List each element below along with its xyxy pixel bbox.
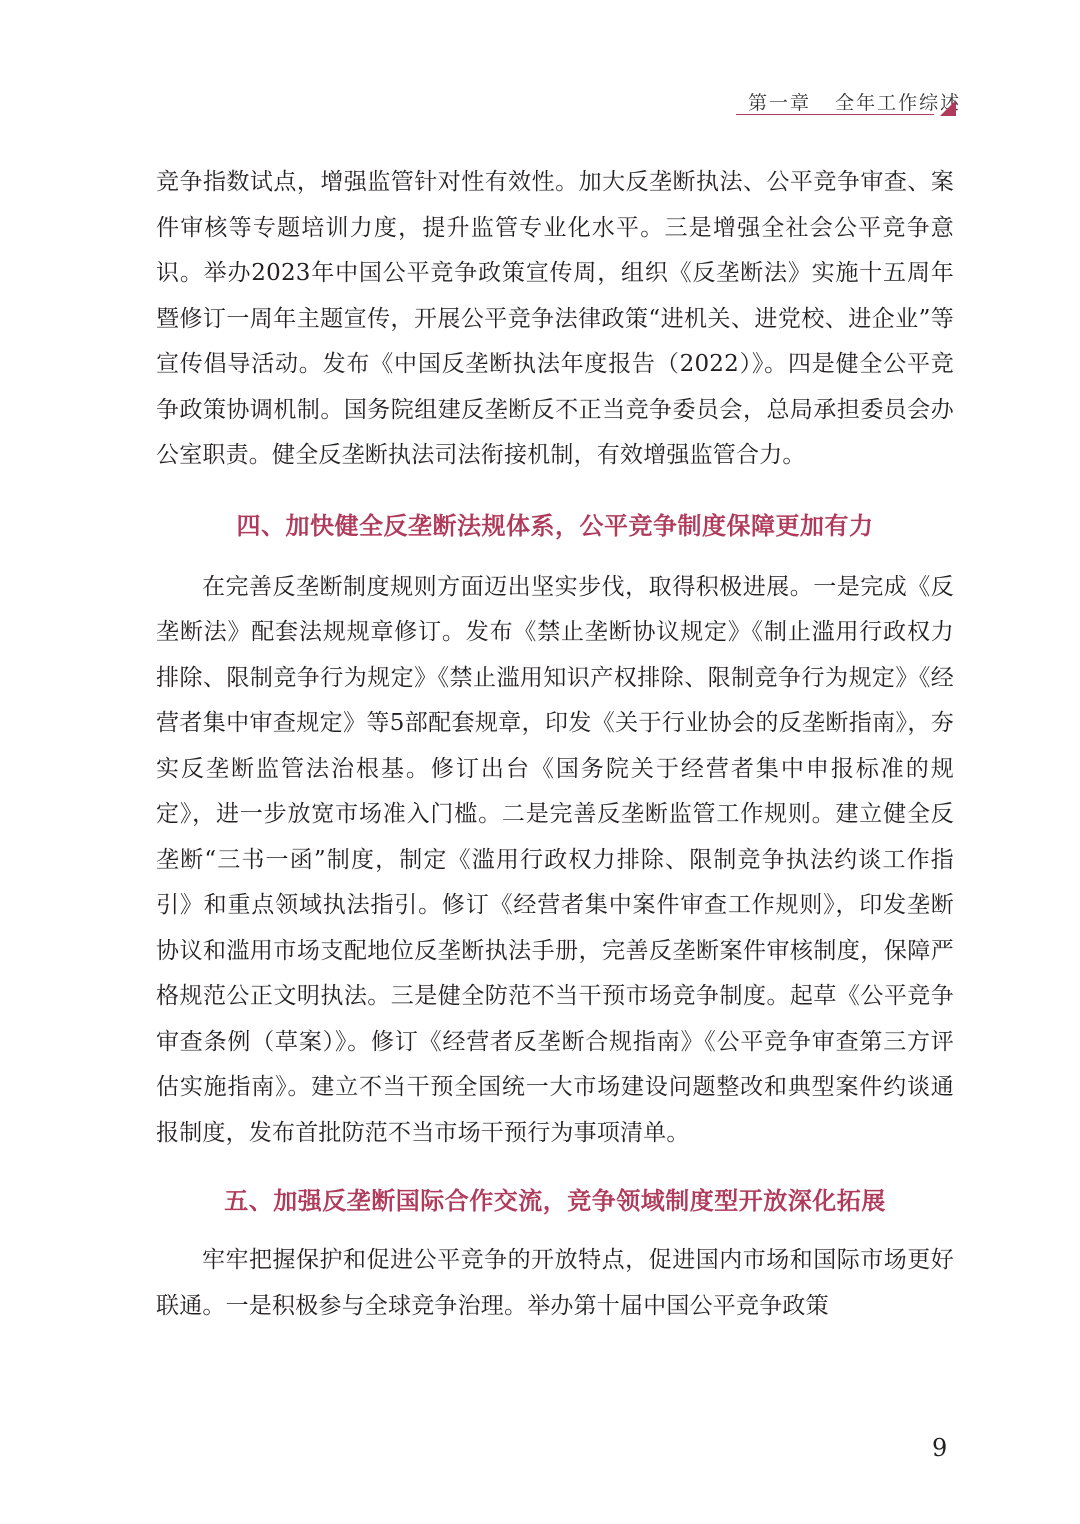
paragraph-continued: 竞争指数试点，增强监管针对性有效性。加大反垄断执法、公平竞争审查、案件审核等专题培训力度，提升监管专业化水平。三是增强全社会公平竞争意识。举办2023年中国公平竞争政策宣传周，组织《反垄断法》实施十五周年暨修订一周年主题宣传，开展公平竞争法律政策“进机关、进党校、进企业”等宣传倡导活动。发布《中国反垄断执法年度报告（2022）》。四是健全公平竞争政策协调机制。国务院组建反垄断反不正当竞争委员会，总局承担委员会办公室职责。健全反垄断执法司法衔接机制，有效增强监管合力。 [156,169,954,468]
section-heading-5: 五、加强反垄断国际合作交流，竞争领域制度型开放深化拓展 [224,1187,886,1215]
paragraph-section-5: 牢牢把握保护和促进公平竞争的开放特点，促进国内市场和国际市场更好联通。一是积极参与全球竞争治理。举办第十届中国公平竞争政策 [156,1247,954,1319]
page-body [156,160,954,1329]
page-number: 9 [932,1434,948,1462]
chapter-label: 第一章 [748,92,812,114]
running-header [736,84,962,116]
chapter-title: 全年工作综述 [835,92,962,114]
paragraph-section-4: 在完善反垄断制度规则方面迈出坚实步伐，取得积极进展。一是完成《反垄断法》配套法规规章修订。发布《禁止垄断协议规定》《制止滥用行政权力排除、限制竞争行为规定》《禁止滥用知识产权排除、限制竞争行为规定》《经营者集中审查规定》等5部配套规章，印发《关于行业协会的反垄断指南》，夯实反垄断监管法治根基。修订出台《国务院关于经营者集中申报标准的规定》，进一步放宽市场准入门槛。二是完善反垄断监管工作规则。建立健全反垄断“三书一函”制度，制定《滥用行政权力排除、限制竞争执法约谈工作指引》和重点领域执法指引。修订《经营者集中案件审查工作规则》，印发垄断协议和滥用市场支配地位反垄断执法手册，完善反垄断案件审核制度，保障严格规范公正文明执法。三是健全防范不当干预市场竞争制度。起草《公平竞争审查条例（草案）》。修订《经营者反垄断合规指南》《公平竞争审查第三方评估实施指南》。建立不当干预全国统一大市场建设问题整改和典型案件约谈通报制度，发布首批防范不当市场干预行为事项清单。 [156,573,954,1146]
header-rule [736,114,934,115]
header-corner-triangle [940,100,956,116]
section-heading-4: 四、加快健全反垄断法规体系，公平竞争制度保障更加有力 [236,511,874,540]
running-header-text [748,88,961,115]
